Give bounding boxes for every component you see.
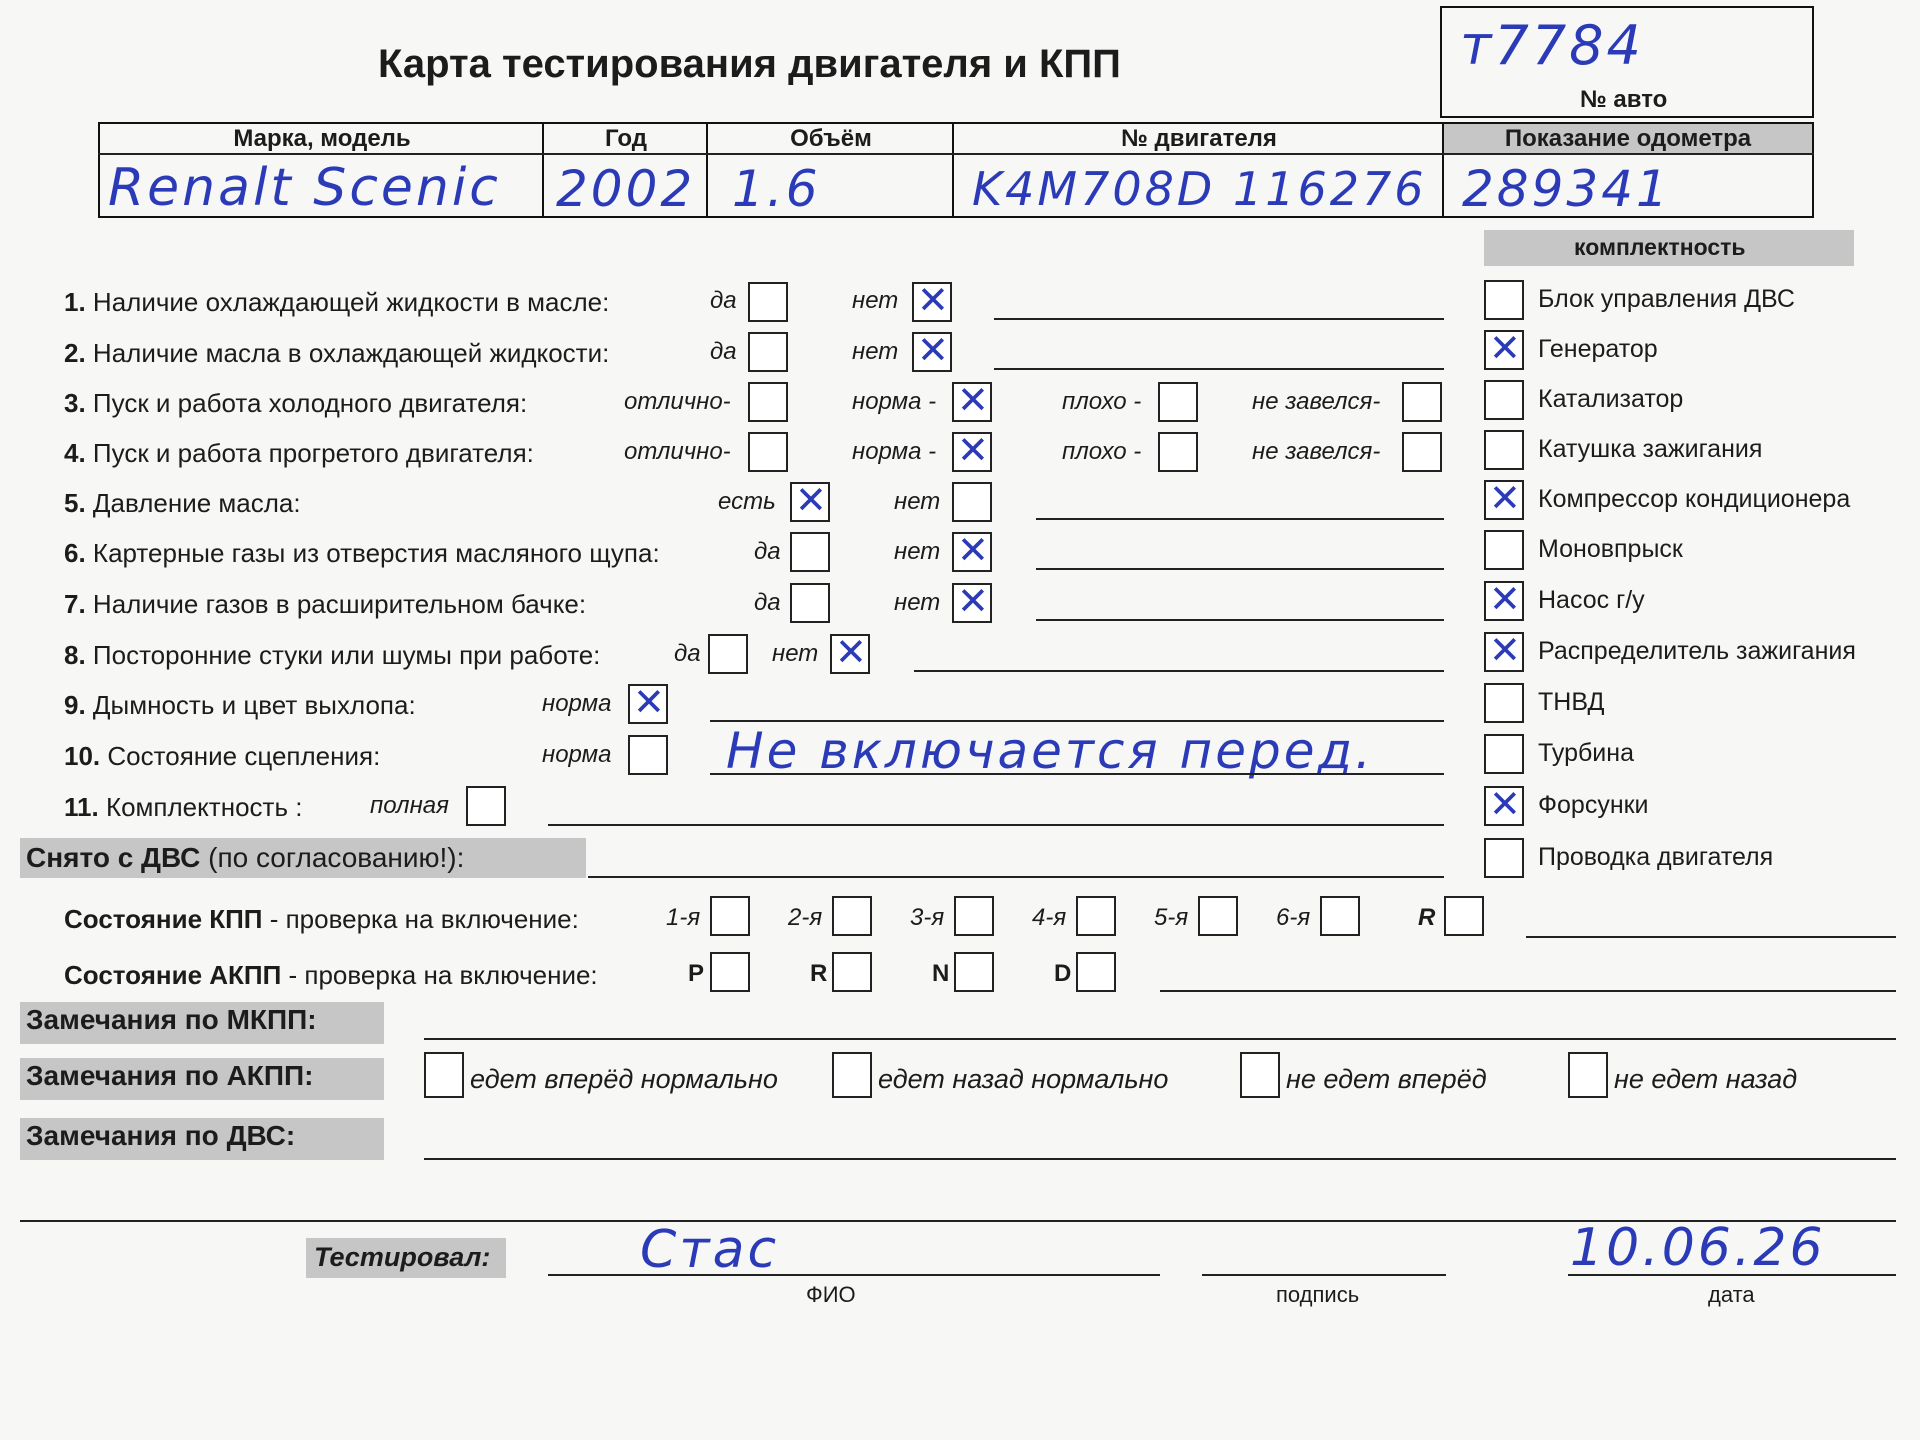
checkbox[interactable] xyxy=(1240,1052,1280,1098)
checkbox[interactable] xyxy=(710,952,750,992)
checkbox[interactable] xyxy=(1158,432,1198,472)
option-label: плохо - xyxy=(1062,388,1142,415)
checkbox[interactable] xyxy=(954,952,994,992)
gear-label: R xyxy=(1418,904,1436,931)
checkbox[interactable] xyxy=(1484,632,1524,672)
check-row: 4. Пуск и работа прогретого двигателя: xyxy=(64,438,534,468)
col-make-model: Марка, модель xyxy=(233,125,411,152)
option-label: плохо - xyxy=(1062,438,1142,465)
fio-value: Стас xyxy=(640,1220,780,1280)
checkbox[interactable] xyxy=(1568,1052,1608,1098)
akpp-remark-option: не едет назад xyxy=(1614,1064,1798,1094)
option-label: отлично- xyxy=(624,388,731,415)
option-label: нет xyxy=(894,589,941,616)
akpp-remark-option: не едет вперёд xyxy=(1286,1064,1487,1094)
option-label: нет xyxy=(894,488,941,515)
checkbox[interactable] xyxy=(912,332,952,372)
volume-value: 1.6 xyxy=(732,160,821,218)
checkbox[interactable] xyxy=(748,332,788,372)
checkbox[interactable] xyxy=(1484,683,1524,723)
checkbox[interactable] xyxy=(708,634,748,674)
checkbox[interactable] xyxy=(952,482,992,522)
gear-label: 6-я xyxy=(1276,904,1311,931)
checkbox[interactable] xyxy=(832,952,872,992)
kit-item: Генератор xyxy=(1538,335,1658,363)
checkbox[interactable] xyxy=(832,1052,872,1098)
option-label: есть xyxy=(718,488,776,515)
col-engine-number: № двигателя xyxy=(1121,125,1277,152)
checkbox[interactable] xyxy=(748,432,788,472)
clutch-note: Не включается перед. xyxy=(726,722,1374,780)
col-odometer: Показание одометра xyxy=(1504,125,1752,152)
gear-label: N xyxy=(932,960,950,987)
option-label: не завелся- xyxy=(1252,388,1381,415)
check-row: 7. Наличие газов в расширительном бачке: xyxy=(64,589,587,619)
kit-item: Компрессор кондиционера xyxy=(1538,485,1851,513)
option-label: нет xyxy=(852,287,899,314)
checkbox[interactable] xyxy=(790,583,830,623)
check-row: 1. Наличие охлаждающей жидкости в масле: xyxy=(64,287,610,317)
form-title: Карта тестирования двигателя и КПП xyxy=(378,42,1121,86)
auto-number-label: № авто xyxy=(1580,86,1668,113)
checkbox[interactable] xyxy=(1484,480,1524,520)
option-label: норма xyxy=(542,741,612,768)
checkbox[interactable] xyxy=(1444,896,1484,936)
remarks-dvs-label: Замечания по ДВС: xyxy=(26,1120,296,1151)
checkbox[interactable] xyxy=(1076,952,1116,992)
date-caption: дата xyxy=(1708,1282,1755,1307)
gear-label: D xyxy=(1054,960,1072,987)
kit-item: Форсунки xyxy=(1538,791,1649,819)
option-label: полная xyxy=(370,792,449,819)
option-label: норма - xyxy=(852,438,937,465)
checkbox[interactable] xyxy=(954,896,994,936)
akpp-remark-option: едет назад нормально xyxy=(878,1064,1169,1094)
check-row: 9. Дымность и цвет выхлопа: xyxy=(64,690,416,720)
tested-by-label: Тестировал: xyxy=(314,1242,491,1272)
check-row: 8. Посторонние стуки или шумы при работе: xyxy=(64,640,601,670)
checkbox[interactable] xyxy=(628,684,668,724)
checkbox[interactable] xyxy=(1158,382,1198,422)
gear-label: P xyxy=(688,960,705,987)
option-label: не завелся- xyxy=(1252,438,1381,465)
kit-item: ТНВД xyxy=(1538,688,1605,716)
checkbox[interactable] xyxy=(790,532,830,572)
kit-item: Катушка зажигания xyxy=(1538,435,1763,463)
checkbox[interactable] xyxy=(830,634,870,674)
option-label: нет xyxy=(852,338,899,365)
gear-label: 1-я xyxy=(666,904,701,931)
checkbox[interactable] xyxy=(952,583,992,623)
option-label: отлично- xyxy=(624,438,731,465)
checkbox[interactable] xyxy=(710,896,750,936)
check-row: 3. Пуск и работа холодного двигателя: xyxy=(64,388,528,418)
checkbox[interactable] xyxy=(1484,734,1524,774)
col-volume: Объём xyxy=(790,125,872,152)
option-label: да xyxy=(754,589,781,616)
check-row: 11. Комплектность : xyxy=(64,792,303,822)
gear-label: R xyxy=(810,960,828,987)
check-row: 6. Картерные газы из отверстия масляного щупа: xyxy=(64,538,660,568)
gear-label: 5-я xyxy=(1154,904,1189,931)
checkbox[interactable] xyxy=(466,786,506,826)
remarks-mkpp-label: Замечания по МКПП: xyxy=(26,1004,317,1035)
check-row: 2. Наличие масла в охлаждающей жидкости: xyxy=(64,338,610,368)
year-value: 2002 xyxy=(556,160,696,218)
kit-item: Турбина xyxy=(1538,739,1634,767)
checkbox[interactable] xyxy=(1402,432,1442,472)
kit-item: Катализатор xyxy=(1538,385,1684,413)
signature-caption: подпись xyxy=(1276,1282,1360,1307)
checkbox[interactable] xyxy=(952,432,992,472)
checkbox[interactable] xyxy=(1484,530,1524,570)
auto-number-value: т7784 xyxy=(1460,14,1644,77)
kpp-label: Состояние КПП - проверка на включение: xyxy=(64,904,579,934)
option-label: да xyxy=(674,640,701,667)
option-label: норма xyxy=(542,690,612,717)
option-label: нет xyxy=(772,640,819,667)
checkbox[interactable] xyxy=(1320,896,1360,936)
checkbox[interactable] xyxy=(952,532,992,572)
kit-item: Проводка двигателя xyxy=(1538,843,1774,871)
kit-item: Насос г/у xyxy=(1538,586,1645,614)
option-label: да xyxy=(710,287,737,314)
date-value: 10.06.26 xyxy=(1570,1218,1826,1278)
checkbox[interactable] xyxy=(1484,380,1524,420)
checkbox[interactable] xyxy=(748,382,788,422)
kit-item: Моновпрыск xyxy=(1538,535,1683,563)
option-label: норма - xyxy=(852,388,937,415)
removed-header: Снято с ДВС (по согласованию!): xyxy=(26,842,465,873)
check-row: 5. Давление масла: xyxy=(64,488,301,518)
odometer-value: 289341 xyxy=(1462,160,1671,218)
checkbox[interactable] xyxy=(832,896,872,936)
col-year: Год xyxy=(605,125,647,152)
check-row: 10. Состояние сцепления: xyxy=(64,741,381,771)
option-label: нет xyxy=(894,538,941,565)
option-label: да xyxy=(754,538,781,565)
akpp-label: Состояние АКПП - проверка на включение: xyxy=(64,960,598,990)
remarks-akpp-label: Замечания по АКПП: xyxy=(26,1060,314,1091)
checkbox[interactable] xyxy=(1076,896,1116,936)
make-model-value: Renalt Scenic xyxy=(108,158,501,218)
checkbox[interactable] xyxy=(748,282,788,322)
checkbox[interactable] xyxy=(790,482,830,522)
checkbox[interactable] xyxy=(1484,280,1524,320)
checkbox[interactable] xyxy=(1484,786,1524,826)
checkbox[interactable] xyxy=(1198,896,1238,936)
akpp-remark-option: едет вперёд нормально xyxy=(470,1064,778,1094)
gear-label: 3-я xyxy=(910,904,945,931)
checkbox[interactable] xyxy=(1402,382,1442,422)
checkbox[interactable] xyxy=(1484,330,1524,370)
checkbox[interactable] xyxy=(1484,430,1524,470)
fio-caption: ФИО xyxy=(806,1282,856,1307)
option-label: да xyxy=(710,338,737,365)
checkbox[interactable] xyxy=(424,1052,464,1098)
engine-number-value: K4M708D 116276 xyxy=(972,162,1427,216)
kit-item: Распределитель зажигания xyxy=(1538,637,1856,665)
checkbox[interactable] xyxy=(952,382,992,422)
checkbox[interactable] xyxy=(628,735,668,775)
checkbox[interactable] xyxy=(1484,581,1524,621)
checkbox[interactable] xyxy=(1484,838,1524,878)
kit-item: Блок управления ДВС xyxy=(1538,285,1795,313)
kit-header-label: комплектность xyxy=(1574,234,1746,260)
gear-label: 2-я xyxy=(788,904,823,931)
gear-label: 4-я xyxy=(1032,904,1067,931)
checkbox[interactable] xyxy=(912,282,952,322)
